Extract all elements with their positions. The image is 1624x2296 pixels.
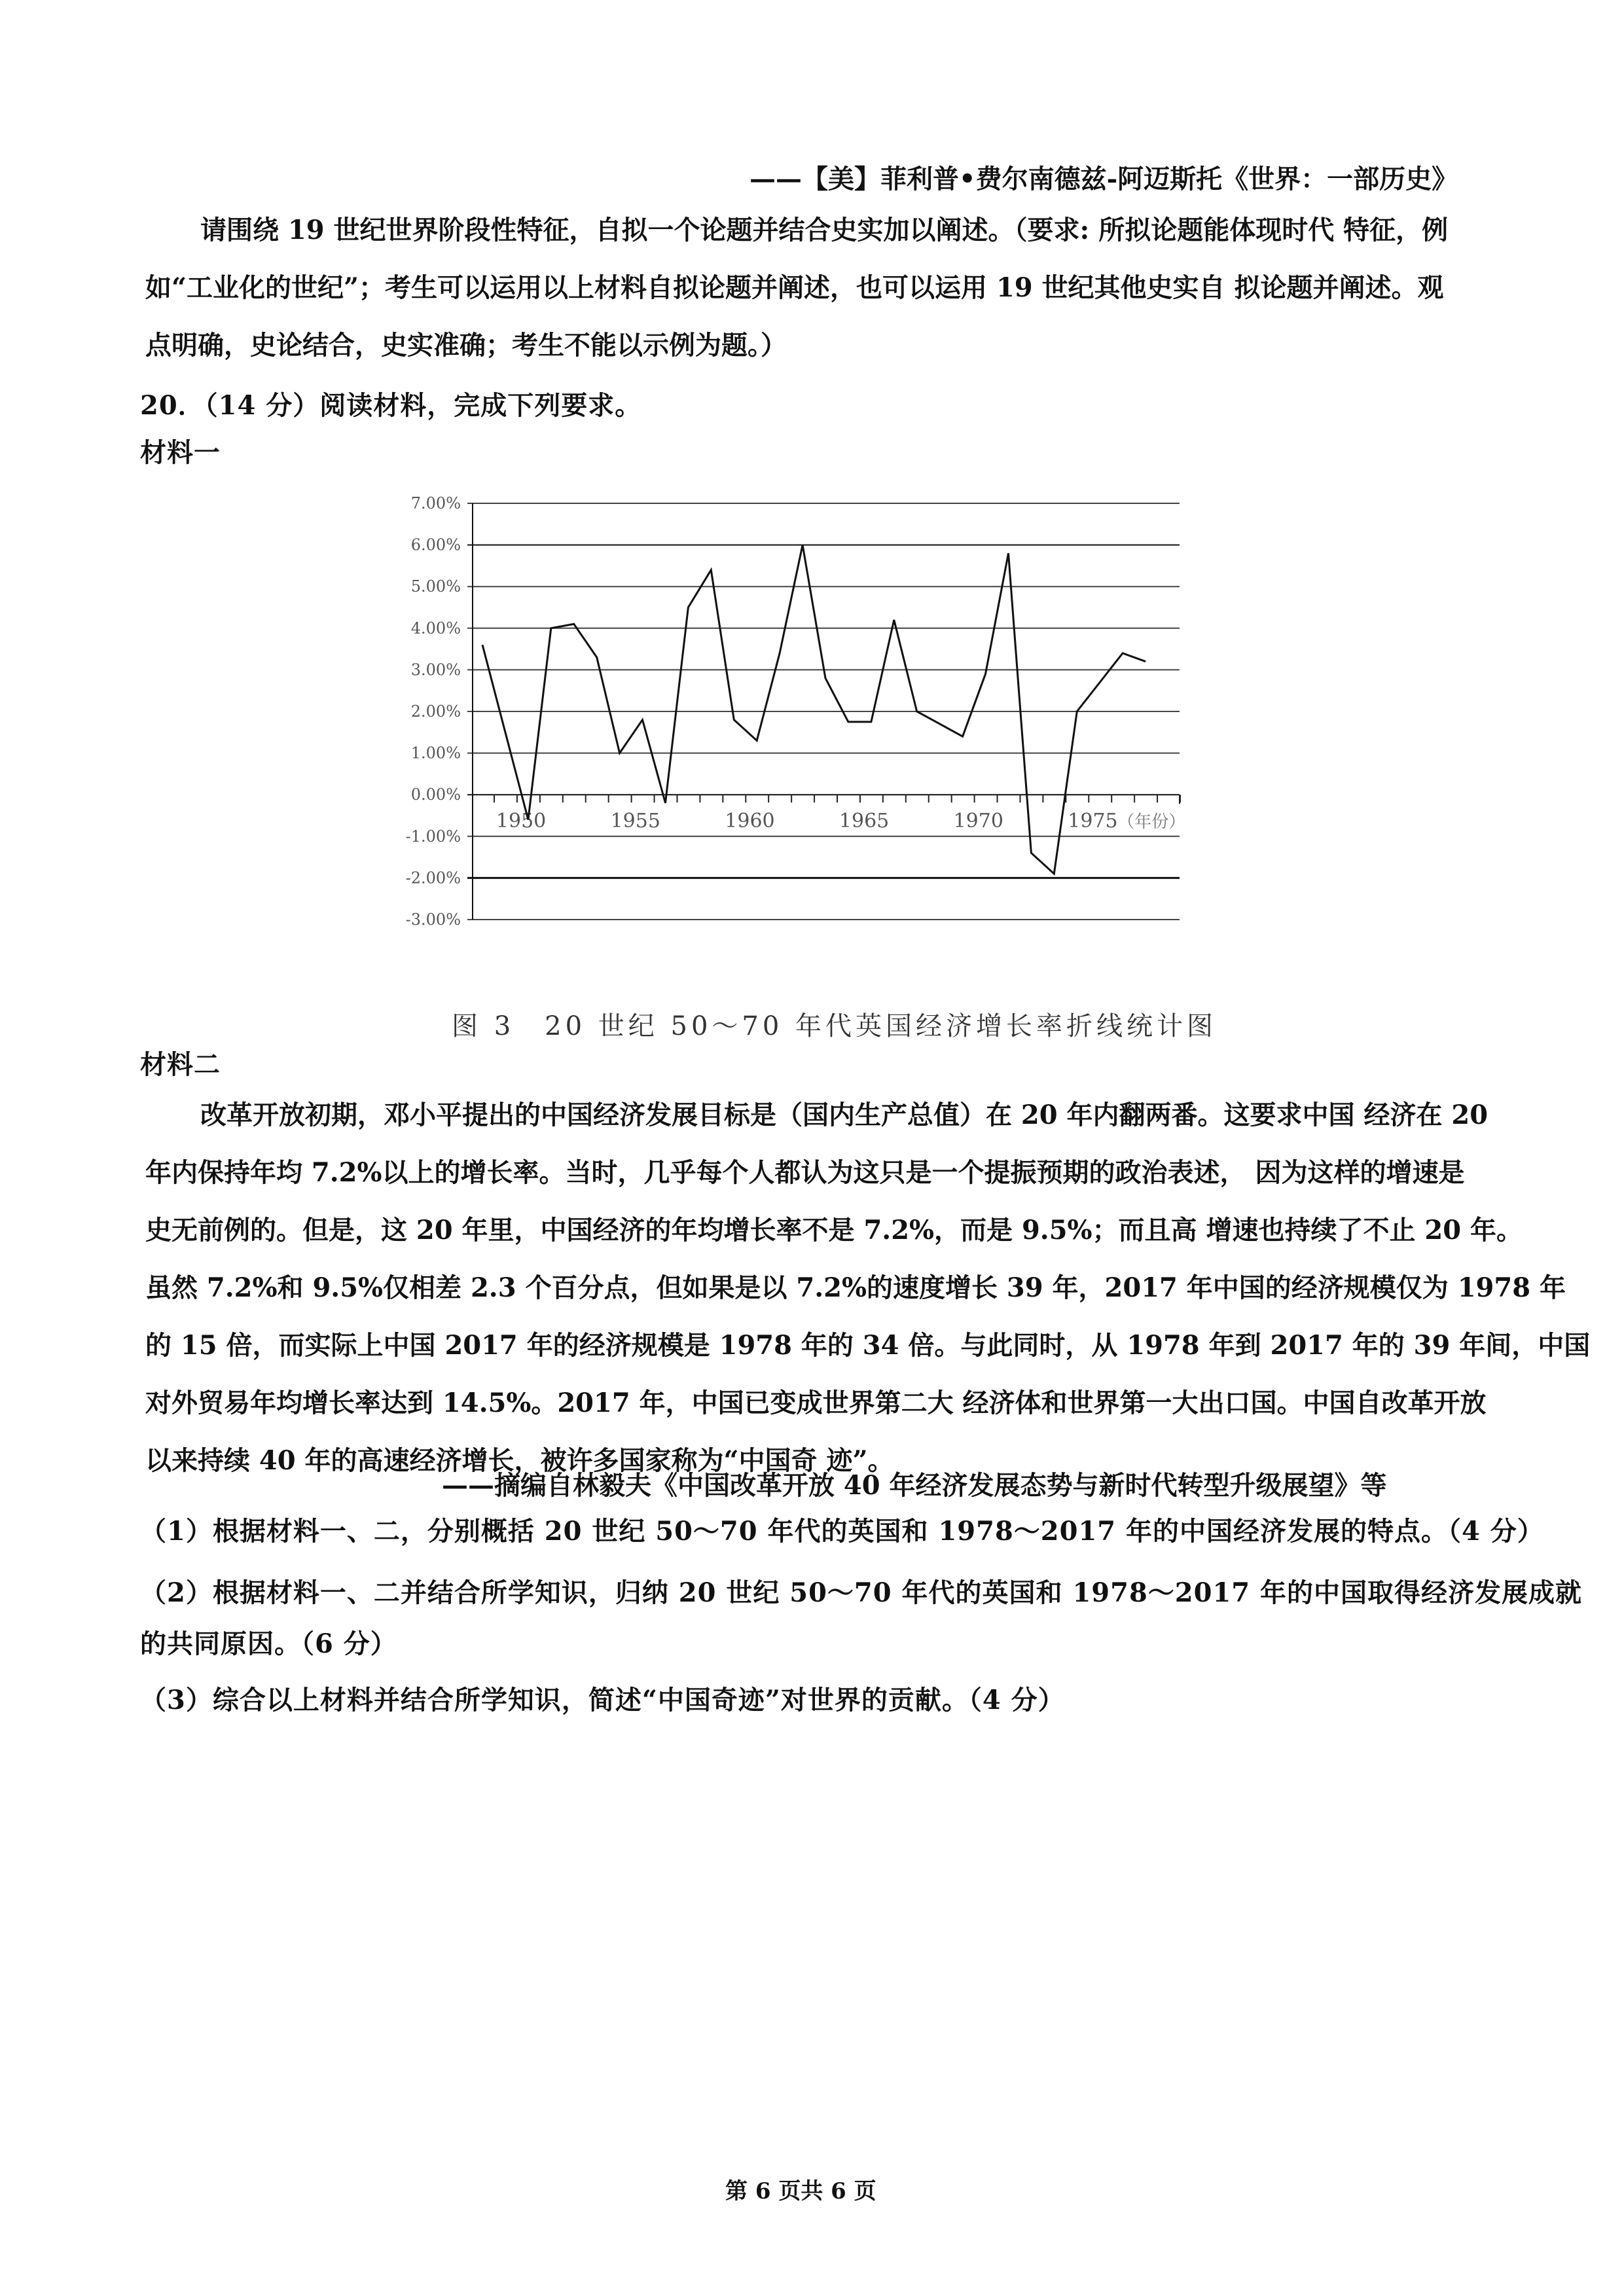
material2-label: 材料二	[140, 1049, 221, 1080]
uk-growth-chart	[406, 484, 1244, 929]
quote-source: ——【美】菲利普•费尔南德兹-阿迈斯托《世界：一部历史》	[749, 164, 1458, 194]
material2-line: 史无前例的。但是，这 20 年里，中国经济的年均增长率不是 7.2%，而是 9.5%；而且高 增速也持续了不止 20 年。	[145, 1215, 1523, 1246]
question-2-line-1: （2）根据材料一、二并结合所学知识，归纳 20 世纪 50～70 年代的英国和 1978～2017 年的中国取得经济发展成就	[140, 1577, 1583, 1608]
question-1: （1）根据材料一、二，分别概括 20 世纪 50～70 年代的英国和 1978～2017 年的中国经济发展的特点。（4 分）	[140, 1516, 1544, 1547]
chart-y-ticks	[406, 494, 461, 929]
chart-caption: 图 3 20 世纪 50～70 年代英国经济增长率折线统计图	[452, 1011, 1218, 1041]
y-tick-label: 4.00%	[410, 619, 461, 637]
series-line	[482, 545, 1146, 874]
q19-line: 请围绕 19 世纪世界阶段性特征，自拟一个论题并结合史实加以阐述。（要求: 所拟论题能体现时代 特征，例	[200, 215, 1449, 245]
x-tick-label: 1975	[1068, 810, 1118, 833]
x-tick-label: 1955	[610, 810, 660, 833]
x-tick-label: 1960	[725, 810, 775, 833]
y-tick-label: -2.00%	[406, 869, 461, 888]
chart-x-ticks	[494, 795, 1185, 833]
y-tick-label: 2.00%	[410, 702, 461, 721]
y-tick-label: 6.00%	[410, 535, 461, 554]
q19-prompt	[145, 202, 1494, 374]
material2-text	[145, 1086, 1591, 1490]
x-axis-label: （年份）	[1117, 812, 1186, 833]
material2-line: 对外贸易年均增长率达到 14.5%。2017 年，中国已变成世界第二大 经济体和世界第一大出口国。中国自改革开放	[145, 1388, 1487, 1418]
y-tick-label: 1.00%	[410, 744, 461, 762]
question-2-line-2: 的共同原因。（6 分）	[140, 1628, 397, 1659]
y-tick-label: 5.00%	[410, 577, 461, 596]
chart-gridlines	[467, 503, 1180, 920]
question-3: （3）综合以上材料并结合所学知识，简述“中国奇迹”对世界的贡献。（4 分）	[140, 1685, 1065, 1715]
material2-line: 虽然 7.2%和 9.5%仅相差 2.3 个百分点，但如果是以 7.2%的速度增长 39 年，2017 年中国的经济规模仅为 1978 年	[145, 1272, 1566, 1303]
material1-label: 材料一	[140, 437, 221, 468]
q20-header: 20．（14 分）阅读材料，完成下列要求。	[140, 390, 642, 421]
material2-line: 年内保持年均 7.2%以上的增长率。当时，几乎每个人都认为这只是一个提振预期的政治表述， 因为这样的增速是	[145, 1157, 1465, 1188]
material2-source: ——摘编自林毅夫《中国改革开放 40 年经济发展态势与新时代转型升级展望》等	[442, 1470, 1387, 1501]
x-tick-label: 1965	[839, 810, 890, 833]
page-footer: 第 6 页共 6 页	[725, 2178, 876, 2204]
y-tick-label: 3.00%	[410, 660, 461, 679]
y-tick-label: 7.00%	[410, 494, 461, 512]
material2-line: 改革开放初期，邓小平提出的中国经济发展目标是（国内生产总值）在 20 年内翻两番。这要求中国 经济在 20	[200, 1100, 1489, 1130]
material2-line: 以来持续 40 年的高速经济增长，被许多国家称为“中国奇 迹”。	[145, 1445, 894, 1476]
x-tick-label: 1970	[953, 810, 1003, 833]
material2-line: 的 15 倍，而实际上中国 2017 年的经济规模是 1978 年的 34 倍。与此同时，从 1978 年到 2017 年的 39 年间，中国	[145, 1330, 1591, 1361]
chart-series	[482, 545, 1146, 874]
y-tick-label: 0.00%	[410, 785, 461, 804]
q19-line: 点明确，史论结合，史实准确；考生不能以示例为题。）	[145, 330, 787, 361]
y-tick-label: -1.00%	[406, 827, 461, 846]
y-tick-label: -3.00%	[406, 910, 461, 929]
x-tick-label: 1950	[496, 810, 547, 833]
q19-line: 如“工业化的世纪”；考生可以运用以上材料自拟论题并阐述，也可以运用 19 世纪其他史实自 拟论题并阐述。观	[145, 272, 1444, 303]
